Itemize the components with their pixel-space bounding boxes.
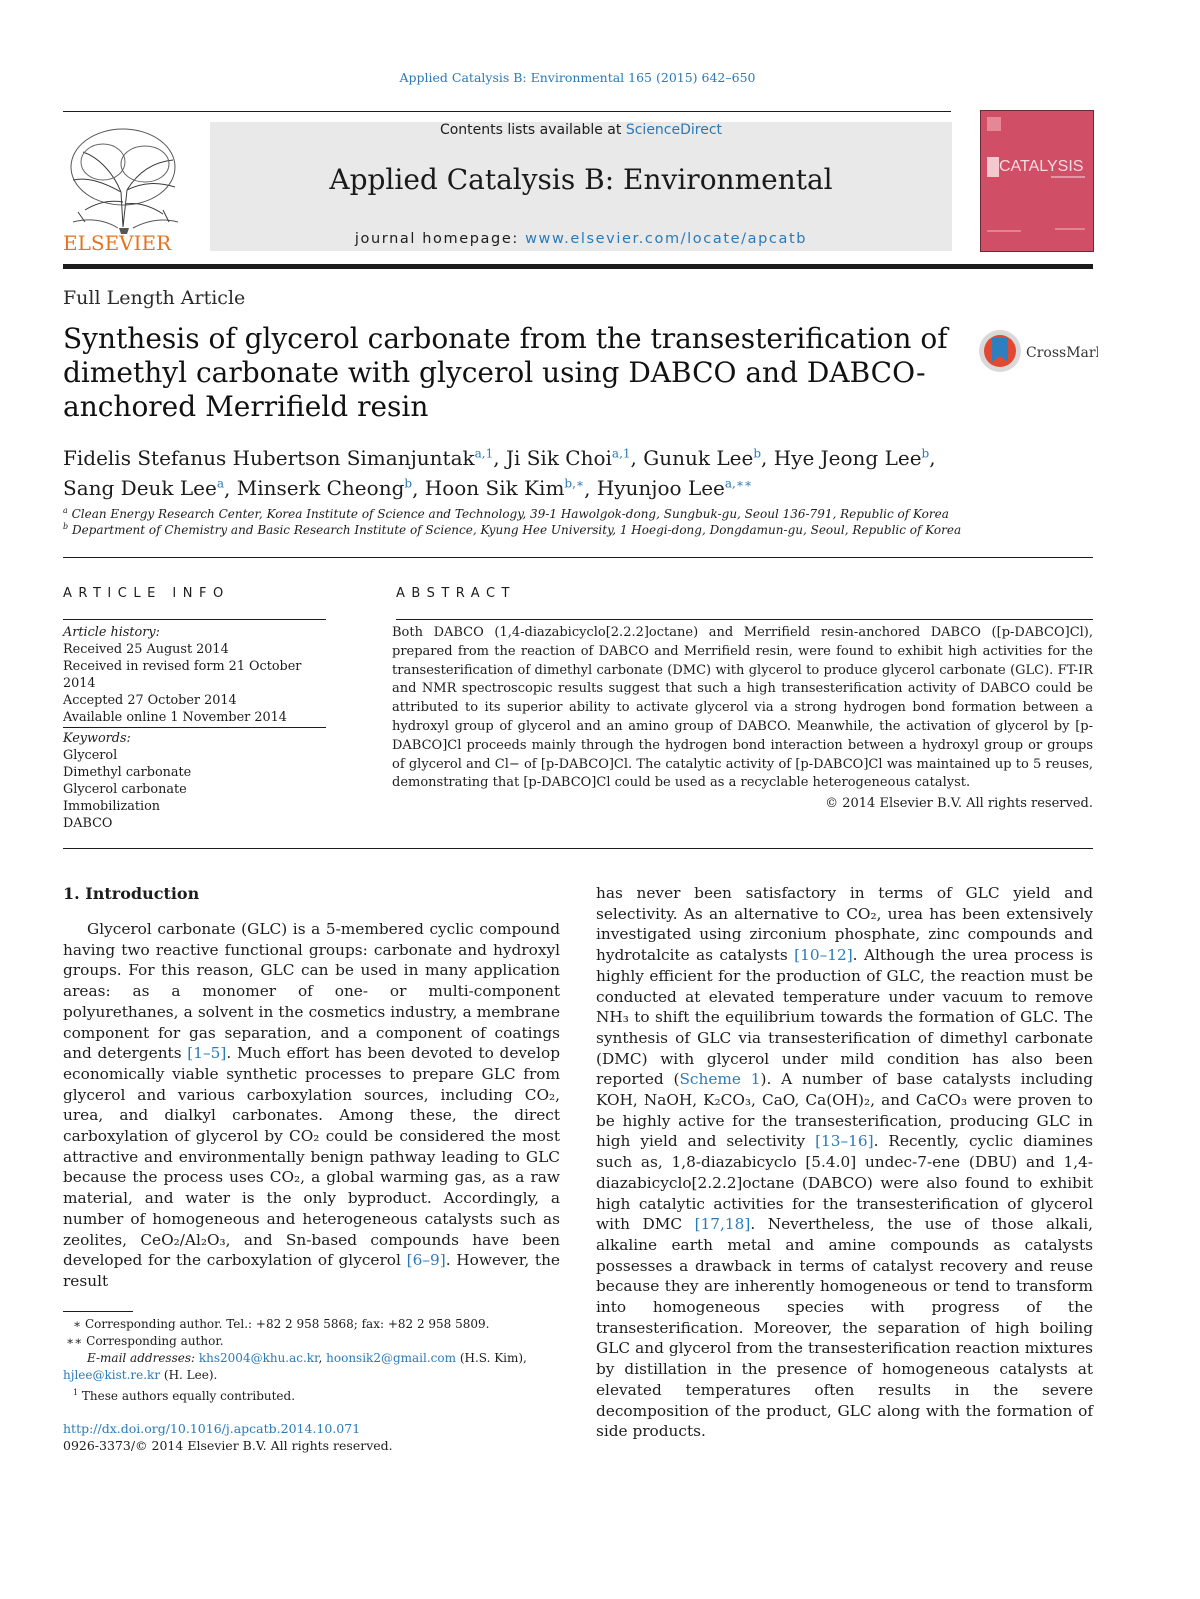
cover-text: CATALYSIS <box>999 158 1084 175</box>
info-rule <box>63 619 326 620</box>
keyword: Glycerol carbonate <box>63 782 187 797</box>
body-text: . Although the urea process is highly efficient for the production of GLC, the reaction must be conducted at elevated temperature under vacuum to remove NH₃ to shift the equilibrium towards the formation of GLC. The synthesis of GLC via transesterification of dimethyl carbonate (DMC) with glycerol under mild condition has also been reported ( <box>596 946 1093 1089</box>
abstract-end-rule <box>63 848 1093 849</box>
body-column-right <box>596 883 1093 1442</box>
author[interactable]: Fidelis Stefanus Hubertson Simanjuntak$^{a,1}$ <box>63 445 494 470</box>
author[interactable]: Hoon Sik Kim$^{b,∗}$ <box>424 476 585 501</box>
doi-block <box>63 1420 393 1454</box>
footnote-rule <box>63 1311 133 1312</box>
contents-prefix: Contents lists available at <box>439 122 622 138</box>
keyword: Immobilization <box>63 799 161 814</box>
tree-icon <box>63 122 185 254</box>
footnote-equal-contribution: $^1$ These authors equally contributed. <box>73 1388 296 1403</box>
citation-link[interactable]: [17,18] <box>694 1215 751 1234</box>
keyword: DABCO <box>63 816 113 831</box>
citation-link[interactable]: [1–5] <box>187 1044 227 1063</box>
citation-link[interactable]: [13–16] <box>815 1132 874 1151</box>
article-info-heading: ARTICLE INFO <box>63 586 230 601</box>
masthead-rule <box>63 264 1093 269</box>
header-rule <box>63 111 951 112</box>
abstract-heading: ABSTRACT <box>396 586 516 601</box>
citation-link[interactable]: [10–12] <box>794 946 853 965</box>
footnote-corresponding-1: ∗ Corresponding author. Tel.: +82 2 958 5868; fax: +82 2 958 5809. <box>73 1317 490 1331</box>
crossmark-label: CrossMark <box>1026 345 1098 361</box>
keywords-rule <box>63 727 326 728</box>
cover-art <box>981 111 1093 251</box>
citation-link[interactable]: Scheme 1 <box>679 1070 761 1089</box>
article-title: Synthesis of glycerol carbonate from the transesterification of dimethyl carbonate with glycerol using DABCO and DABCO-anchored Merrifield resin <box>63 322 948 423</box>
sciencedirect-link[interactable]: ScienceDirect <box>625 122 723 138</box>
affiliation-a: $^a$ Clean Energy Research Center, Korea Institute of Science and Technology, 39-1 Hawolgok-dong, Sungbuk-gu, Seoul 136-791, Republic of Korea <box>63 506 949 521</box>
keyword: Dimethyl carbonate <box>63 765 192 780</box>
author-list: Fidelis Stefanus Hubertson Simanjuntak$^{a,1}$, Ji Sik Choi$^{a,1}$, Gunuk Lee$^b$, Hye Jeong Lee$^b$, Sang Deuk Lee$^a$, Minserk Cheong$^b$, Hoon Sik Kim$^{b,∗}$, Hyunjoo Lee$^{a,∗∗}$ <box>63 445 936 501</box>
body-text: . Nevertheless, the use of those alkali, alkaline earth metal and amine compounds as catalysts possesses a drawback in terms of catalyst recovery and reuse because they are inherently homogeneous or tend to transform into homogeneous species with progress of the transesterification. Moreover, the separation of high boiling GLC and glycerol from the transesterification reaction mixtures by distillation in the presence of homogeneous catalysts at elevated temperatures often results in the severe decomposition of the product, GLC along with the formation of side products. <box>596 1215 1093 1441</box>
body-text: has never been satisfactory in terms of GLC yield and selectivity. As an alternative to CO₂, urea has been extensively investigated using zirconium phosphate, zinc compounds and hydrotalcite as catalysts <box>596 884 1093 965</box>
journal-title: Applied Catalysis B: Environmental <box>329 163 833 196</box>
contents-line <box>210 122 952 138</box>
author[interactable]: Sang Deuk Lee$^a$ <box>63 476 225 501</box>
homepage-line <box>210 231 952 247</box>
history-item: Accepted 27 October 2014 <box>63 693 237 708</box>
affiliation-rule <box>63 557 1093 558</box>
introduction-heading: 1. Introduction <box>63 884 200 903</box>
body-column-left <box>63 919 560 1292</box>
history-item: Available online 1 November 2014 <box>63 710 287 725</box>
article-history <box>63 624 333 726</box>
body-text: ). A number of base catalysts including KOH, NaOH, K₂CO₃, CaO, Ca(OH)₂, and CaCO₃ were proven to be highly active for the transesterification, producing GLC in high yield and selectivity <box>596 1070 1093 1151</box>
crossmark-icon <box>978 328 1098 374</box>
keywords <box>63 730 333 832</box>
issn-line: 0926-3373/© 2014 Elsevier B.V. All rights reserved. <box>63 1438 393 1453</box>
keywords-label: Keywords: <box>63 731 131 746</box>
journal-cover-image[interactable] <box>980 110 1094 252</box>
email-link[interactable]: hoonsik2@gmail.com <box>326 1351 456 1365</box>
footnote-emails: E-mail addresses: khs2004@khu.ac.kr, hoonsik2@gmail.com (H.S. Kim), <box>87 1351 527 1365</box>
doi-link[interactable]: http://dx.doi.org/10.1016/j.apcatb.2014.10.071 <box>63 1421 361 1436</box>
journal-reference[interactable]: Applied Catalysis B: Environmental 165 (2015) 642–650 <box>399 70 756 85</box>
history-item: Received in revised form 21 October 2014 <box>63 659 302 691</box>
abstract-text: Both DABCO (1,4-diazabicyclo[2.2.2]octane) and Merrifield resin-anchored DABCO ([p-DABCO]Cl), prepared from the reaction of DABCO and Merrifield resin, were found to exhibit high activities for the transesterification of dimethyl carbonate (DMC) with glycerol to produce glycerol carbonate (GLC). FT-IR and NMR spectroscopic results suggest that such a high transesterification activity of DABCO could be attributed to its superior ability to activate glycerol via a strong hydrogen bond formation between a hydroxyl group of glycerol and an amino group of DABCO. Meanwhile, the activation of glycerol by [p-DABCO]Cl proceeds mainly through the hydrogen bond interaction between a hydroxyl group or groups of glycerol and Cl− of [p-DABCO]Cl. The catalytic activity of [p-DABCO]Cl was maintained up to 5 reuses, demonstrating that [p-DABCO]Cl could be used as a recyclable heterogeneous catalyst. <box>392 625 1093 791</box>
email-link[interactable]: khs2004@khu.ac.kr <box>198 1351 319 1365</box>
footnotes <box>63 1316 560 1405</box>
author[interactable]: Hyunjoo Lee$^{a,∗∗}$ <box>596 476 753 501</box>
citation-link[interactable]: [6–9] <box>406 1251 446 1270</box>
keyword: Glycerol <box>63 748 118 763</box>
homepage-link[interactable]: www.elsevier.com/locate/apcatb <box>525 231 808 247</box>
history-label: Article history: <box>63 625 160 640</box>
author[interactable]: Ji Sik Choi$^{a,1}$ <box>505 445 631 470</box>
footnote-emails-cont: hjlee@kist.re.kr (H. Lee). <box>63 1368 218 1382</box>
journal-header-box <box>210 122 952 251</box>
abstract-rule <box>396 619 1093 620</box>
body-text: . Much effort has been devoted to develop economically viable synthetic processes to prepare GLC from glycerol and various carboxylation sources, including CO₂, urea, and dialkyl carbonates. Among these, the direct carboxylation of glycerol by CO₂ could be considered the most attractive and environmentally benign pathway leading to GLC because the process uses CO₂, a global warming gas, as a raw material, and water is the only byproduct. Accordingly, a number of homogeneous and heterogeneous catalysts such as zeolites, CeO₂/Al₂O₃, and Sn-based compounds have been developed for the carboxylation of glycerol <box>63 1044 560 1270</box>
article-type: Full Length Article <box>63 287 246 309</box>
elsevier-logo[interactable] <box>63 122 185 254</box>
abstract-copyright: © 2014 Elsevier B.V. All rights reserved. <box>825 796 1093 811</box>
affiliation-b: $^b$ Department of Chemistry and Basic Research Institute of Science, Kyung Hee University, 1 Hoegi-dong, Dongdamun-gu, Seoul, Republic of Korea <box>63 522 962 537</box>
body-text: Glycerol carbonate (GLC) is a 5-membered cyclic compound having two reactive functional groups: carbonate and hydroxyl groups. For this reason, GLC can be used in many application areas: as a monomer of one- or multi-component polyurethanes, a solvent in the cosmetics industry, a membrane component for gas separation, and a component of coatings and detergents <box>63 920 560 1063</box>
body-text: . Recently, cyclic diamines such as, 1,8-diazabicyclo [5.4.0] undec-7-ene (DBU) and 1,4-diazabicyclo[2.2.2]octane (DABCO) were also found to exhibit high catalytic activities for the transesterification of glycerol with DMC <box>596 1132 1093 1234</box>
body-text: . However, the result <box>63 1251 560 1290</box>
author[interactable]: Gunuk Lee$^b$ <box>643 445 761 470</box>
author[interactable]: Hye Jeong Lee$^b$ <box>773 445 930 470</box>
publisher-name: ELSEVIER <box>63 231 172 254</box>
author[interactable]: Minserk Cheong$^b$ <box>236 476 413 501</box>
footnote-corresponding-2: ∗∗ Corresponding author. <box>66 1334 224 1348</box>
crossmark-badge[interactable] <box>978 328 1098 374</box>
email-link[interactable]: hjlee@kist.re.kr <box>63 1368 161 1382</box>
homepage-prefix: journal homepage: <box>354 231 519 247</box>
history-item: Received 25 August 2014 <box>63 642 229 657</box>
